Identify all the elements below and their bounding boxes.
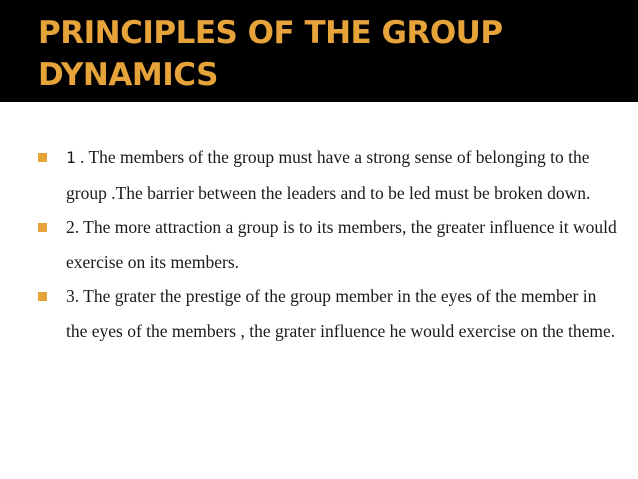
slide-title-line-1: PRINCIPLES OF THE GROUP	[38, 15, 503, 51]
bullet-list	[38, 140, 618, 348]
bullet-text: 2. The more attraction a group is to its members, the greater influence it would exercise on its members.	[66, 217, 617, 272]
title-bar	[0, 0, 638, 102]
bullet-item-3	[38, 279, 618, 348]
bullet-item-1	[38, 140, 618, 210]
slide-title-line-2: DYNAMICS	[38, 57, 218, 93]
bullet-text: 3. The grater the prestige of the group member in the eyes of the member in the eyes of the members , the grater influence he would exercise on the theme.	[66, 286, 616, 341]
slide-title	[38, 12, 628, 96]
square-bullet-icon	[38, 223, 47, 232]
square-bullet-icon	[38, 153, 47, 162]
square-bullet-icon	[38, 292, 47, 301]
bullet-item-2	[38, 210, 618, 279]
bullet-text: . The members of the group must have a strong sense of belonging to the group .The barrier between the leaders and to be led must be broken down.	[66, 147, 591, 203]
bullet-number: 1	[66, 148, 76, 167]
